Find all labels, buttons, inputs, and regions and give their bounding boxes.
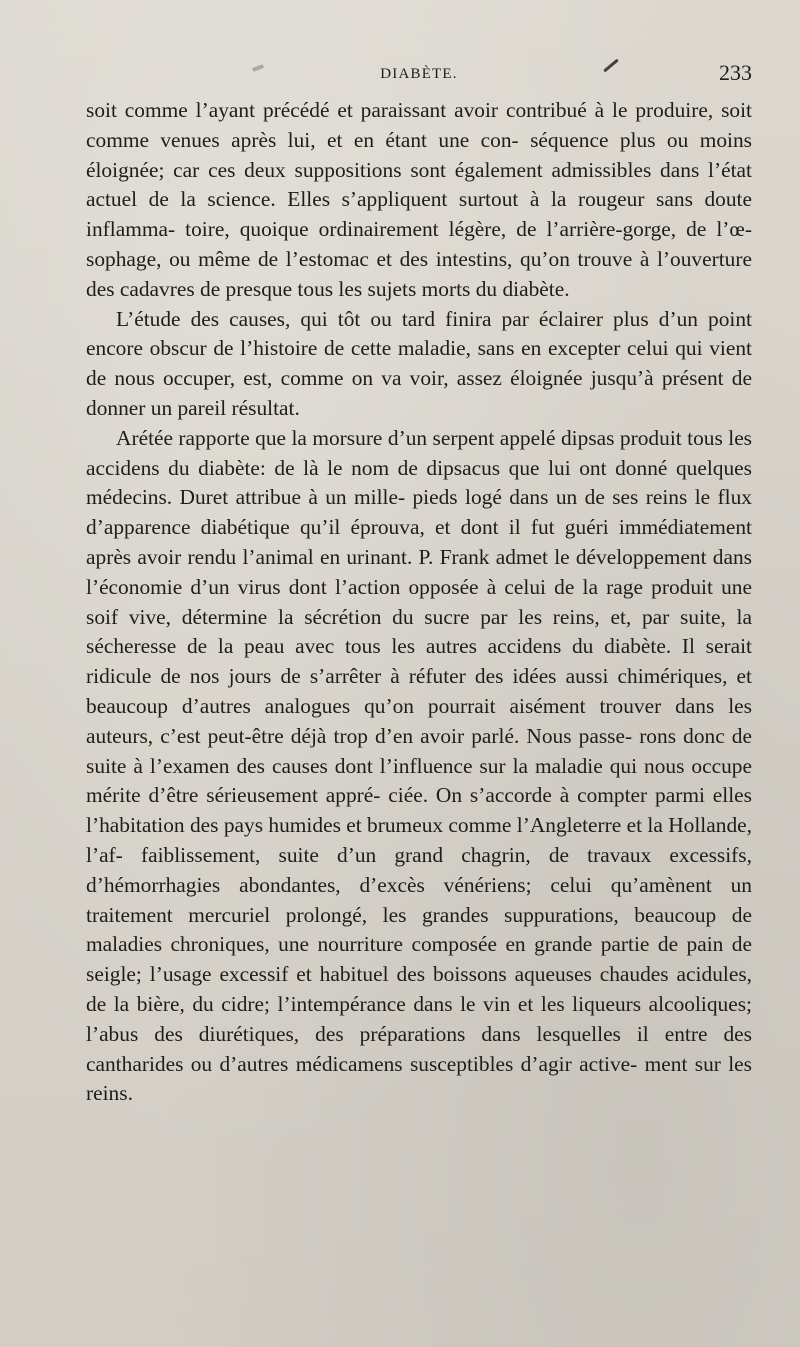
text-line: Arétée rapporte que la morsure d’un serpent appelé dipsas xyxy=(116,425,615,450)
text-line: la maladie qui nous occupe mérite d’être sérieusement appré- xyxy=(86,753,752,808)
text-line: autres accidens du diabète. Il serait ridicule de nos jours de xyxy=(86,634,752,689)
text-line: soit comme l’ayant précédé et paraissant avoir contribué à le xyxy=(86,98,628,122)
paragraph-aretee xyxy=(86,424,752,1109)
text-line: s’arrêter à réfuter des idées aussi chimériques, et beaucoup xyxy=(86,664,752,718)
text-line: en grande partie de pain de seigle; l’usage excessif et habituel xyxy=(86,932,752,987)
text-line: ciée. On s’accorde à compter parmi elles l’habitation des pays xyxy=(86,783,752,838)
text-line: produit tous les accidens du diabète: de là le nom de dipsacus xyxy=(86,425,753,480)
text-line: d’hémorrhagies abondantes, d’excès vénériens; celui qu’amènent xyxy=(86,872,712,897)
text-line: faiblissement, suite d’un grand chagrin, de travaux excessifs, xyxy=(140,842,752,867)
paragraph-causes xyxy=(86,305,752,424)
text-line: toire, quoique ordinairement légère, de l’arrière-gorge, de l’œ- xyxy=(185,217,752,242)
page-header xyxy=(86,60,752,90)
body-text xyxy=(86,96,752,1109)
text-line: des boissons aqueuses chaudes acidules, de la bière, du cidre; xyxy=(86,962,752,1016)
text-line: d’un point encore obscur de l’histoire de cette maladie, sans en xyxy=(86,306,752,361)
text-line: sont également admissibles dans l’état actuel de la science. xyxy=(86,157,752,212)
text-line: un traitement mercuriel prolongé, les grandes suppurations, xyxy=(86,872,752,927)
text-line: des diurétiques, des préparations dans lesquelles il entre des xyxy=(154,1021,752,1046)
text-line: l’intempérance dans le vin et les liqueurs alcooliques; l’abus xyxy=(86,991,752,1046)
text-line: rons donc de suite à l’examen des causes dont l’influence sur xyxy=(86,723,752,778)
text-line: d’autres analogues qu’on pourrait aisément trouver dans les xyxy=(181,693,752,718)
text-line: dans l’économie d’un virus dont l’action opposée à celui de la xyxy=(86,544,752,599)
text-line: L’étude des causes, qui tôt ou tard finira par éclairer plus xyxy=(116,306,649,331)
text-line: l’ouverture des cadavres de presque tous les sujets morts du xyxy=(86,246,752,301)
running-head: DIABÈTE. xyxy=(380,66,458,82)
text-line: par les reins, et, par suite, la sécheresse de la peau avec tous les xyxy=(86,604,752,659)
text-line: beaucoup de maladies chroniques, une nourriture composée xyxy=(86,902,752,957)
text-line: auteurs, c’est peut-être déjà trop d’en avoir parlé. Nous passe- xyxy=(86,723,633,748)
text-line: assez éloignée jusqu’à présent de donner un pareil résultat. xyxy=(86,366,752,420)
text-line: rendu l’animal en urinant. P. Frank admet le développement xyxy=(187,544,707,569)
text-line: cantharides ou d’autres médicamens susceptibles d’agir active- xyxy=(86,1051,638,1076)
text-line: ment sur les reins. xyxy=(86,1051,752,1106)
text-line: séquence plus ou moins éloignée; car ces deux suppositions xyxy=(86,127,752,182)
text-line: Elles s’appliquent surtout à la rougeur sans doute inflamma- xyxy=(86,187,752,242)
text-line: pieds logé dans un de ses reins le flux d’apparence diabétique xyxy=(86,485,752,540)
text-line: humides et brumeux comme l’Angleterre et la Hollande, l’af- xyxy=(86,813,752,867)
page-number: 233 xyxy=(719,60,752,85)
text-line: produire, soit comme venues après lui, et en étant une con- xyxy=(86,98,752,152)
text-line: qu’il éprouva, et dont il fut guéri immédiatement après avoir xyxy=(86,515,752,569)
text-line: excepter celui qui vient de nous occuper, est, comme on va voir, xyxy=(86,336,752,391)
text-line: diabète. xyxy=(502,276,570,301)
text-line: rage produit une soif vive, détermine la sécrétion du sucre xyxy=(86,574,752,629)
text-line: sophage, ou même de l’estomac et des intestins, qu’on trouve à xyxy=(86,246,650,271)
paragraph-continuation xyxy=(86,96,752,305)
text-line: que lui ont donné quelques médecins. Duret attribue à un mille- xyxy=(86,455,752,510)
